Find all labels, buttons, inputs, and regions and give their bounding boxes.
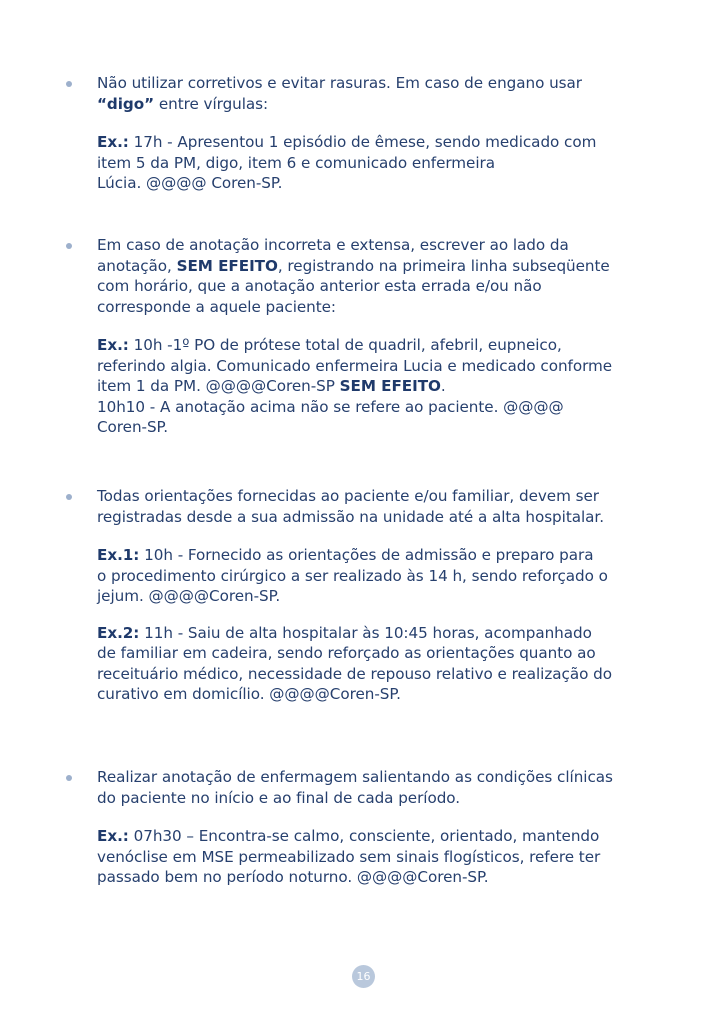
list-item xyxy=(66,235,636,438)
item-paragraph: Realizar anotação de enfermagem salientando as condições clínicas do paciente no início e ao final de cada período. xyxy=(97,768,613,807)
example-label: Ex.1: xyxy=(97,546,140,564)
item-paragraph: Não utilizar corretivos e evitar rasuras. Em caso de engano usar “digo” entre vírgulas: xyxy=(97,74,582,113)
example-paragraph: Ex.: 17h - Apresentou 1 episódio de êmese, sendo medicado com item 5 da PM, digo, item 6 e comunicado enfermeira Lúcia. @@@@ Coren-SP. xyxy=(97,133,597,192)
example-paragraph: Ex.1: 10h - Fornecido as orientações de admissão e preparo para o procedimento cirúrgico a ser realizado às 14 h, sendo reforçado o jejum. @@@@Coren-SP. xyxy=(97,546,608,605)
bullet-dot xyxy=(66,243,72,249)
example-paragraph: Ex.2: 11h - Saiu de alta hospitalar às 10:45 horas, acompanhado de familiar em cadeira, sendo reforçado as orientações quanto ao receituário médico, necessidade de repouso relativo e realização do curativo em domicílio. @@@@Coren-SP. xyxy=(97,623,612,703)
bullet-dot xyxy=(66,775,72,781)
item-paragraph: Todas orientações fornecidas ao paciente e/ou familiar, devem ser registradas desde a sua admissão na unidade até a alta hospitalar. xyxy=(97,487,604,526)
example-label: Ex.: xyxy=(97,827,129,845)
list-item xyxy=(66,73,636,194)
bold-term: SEM EFEITO xyxy=(339,377,441,395)
bold-term: SEM EFEITO xyxy=(176,256,278,275)
example-paragraph: Ex.: 10h -1º PO de prótese total de quadril, afebril, eupneico, referindo algia. Comunicado enfermeira Lucia e medicado conforme item 1 da PM. @@@@Coren-SP SEM EFEITO. 10h10 - A anotação acima não se refere ao paciente. @@@@ Coren-SP. xyxy=(97,336,613,436)
item-paragraph: Em caso de anotação incorreta e extensa, escrever ao lado da anotação, SEM EFEITO, registrando na primeira linha subseqüente com horário, que a anotação anterior esta errada e/ou não corresponde a aquele paciente: xyxy=(97,236,610,316)
bold-term: “digo” xyxy=(97,94,155,113)
example-paragraph: Ex.: 07h30 – Encontra-se calmo, consciente, orientado, mantendo venóclise em MSE permeabilizado sem sinais flogísticos, refere ter passado bem no período noturno. @@@@Coren-SP. xyxy=(97,827,601,886)
list-item xyxy=(66,486,636,705)
example-label: Ex.: xyxy=(97,133,129,151)
bullet-dot xyxy=(66,81,72,87)
bullet-dot xyxy=(66,494,72,500)
list-item xyxy=(66,767,636,888)
page-number-badge: 16 xyxy=(352,965,375,988)
example-label: Ex.2: xyxy=(97,623,140,642)
example-label: Ex.: xyxy=(97,336,129,354)
